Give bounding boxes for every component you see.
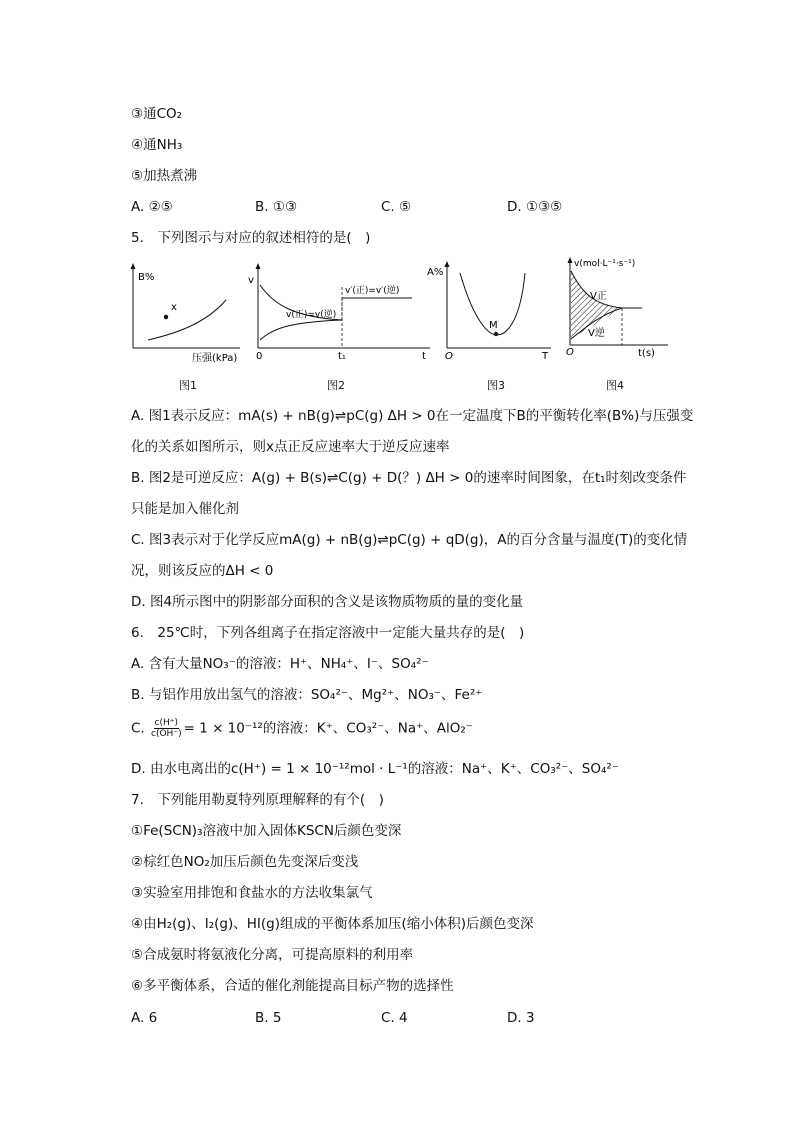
fig3-caption: 图3: [487, 379, 505, 392]
q5-option-c-line1: C. 图3表示对于化学反应mA(g) + nB(g)⇌pC(g) + qD(g)，A的百分含量与温度(T)的变化情: [131, 532, 688, 548]
q7-item-3: ③实验室用排饱和食盐水的方法收集氯气: [131, 885, 373, 901]
q7-option-c: C. 4: [381, 1010, 408, 1026]
q7-item-1: ①Fe(SCN)₃溶液中加入固体KSCN后颜色变深: [131, 823, 402, 839]
fig1-caption: 图1: [179, 379, 197, 392]
item-4-nh3: ④通NH₃: [131, 137, 183, 153]
fig4-ylabel: v(mol·L⁻¹·s⁻¹): [574, 259, 636, 269]
fig2-reverse-curve: [260, 320, 342, 340]
item-5-boil: ⑤加热煮沸: [131, 168, 198, 184]
fig2-origin: 0: [256, 351, 263, 362]
q4-option-a: A. ②⑤: [131, 199, 173, 215]
fig3-ylabel: A%: [427, 267, 444, 278]
item-3-co2: ③通CO₂: [131, 106, 183, 122]
fig2-t1: t₁: [338, 351, 346, 362]
q5-option-b-line2: 只能是加入催化剂: [131, 501, 239, 517]
fig4-xlabel: t(s): [638, 348, 655, 359]
q7-stem: 7. 下列能用勒夏特列原理解释的有个( ): [131, 792, 384, 808]
fig2-eq1: v(正)=v(逆): [286, 310, 337, 320]
q6-option-c: [131, 718, 473, 739]
fig1-ylabel: B%: [138, 272, 155, 283]
fig2-eq2: v′(正)=v′(逆): [345, 286, 400, 296]
q6-option-c-prefix: C.: [131, 720, 150, 737]
q4-option-c: C. ⑤: [381, 199, 412, 215]
q7-option-a: A. 6: [131, 1010, 158, 1026]
q7-item-5: ⑤合成氨时将氨液化分离，可提高原料的利用率: [131, 947, 414, 963]
figure-1: [128, 255, 246, 367]
q5-option-a-line1: A. 图1表示反应：mA(s) + nB(g)⇌pC(g) ΔH > 0在一定温度下B的平衡转化率(B%)与压强变: [131, 408, 694, 424]
q6-option-c-denominator: c(OH⁻): [151, 729, 182, 739]
fig1-curve: [148, 300, 226, 340]
q6-option-c-numerator: c(H⁺): [154, 718, 179, 728]
fig2-t: t: [422, 351, 426, 362]
fig2-ylabel: v: [248, 275, 254, 286]
fig3-xlabel: T: [542, 351, 549, 362]
q4-option-d: D. ①③⑤: [507, 199, 563, 215]
fig4-caption: 图4: [606, 379, 624, 392]
q6-option-c-rest: = 1 × 10⁻¹²的溶液：K⁺、CO₃²⁻、Na⁺、AlO₂⁻: [183, 720, 473, 737]
figure-3: [425, 255, 555, 367]
q5-option-c-line2: 况，则该反应的ΔH < 0: [131, 563, 274, 579]
q5-option-a-line2: 化的关系如图所示，则x点正反应速率大于逆反应速率: [131, 439, 450, 455]
q6-option-a: A. 含有大量NO₃⁻的溶液：H⁺、NH₄⁺、I⁻、SO₄²⁻: [131, 656, 429, 672]
fig3-point-m: [494, 332, 498, 336]
q6-option-d: D. 由水电离出的c(H⁺) = 1 × 10⁻¹²mol · L⁻¹的溶液：Na⁺、K⁺、CO₃²⁻、SO₄²⁻: [131, 761, 619, 777]
q6-option-c-fraction: [151, 718, 182, 739]
q4-option-b: B. ①③: [255, 199, 298, 215]
fig4-vrev: V逆: [588, 328, 605, 339]
q7-option-b: B. 5: [255, 1010, 282, 1026]
q5-stem: 5. 下列图示与对应的叙述相符的是( ): [131, 230, 371, 246]
q7-option-d: D. 3: [507, 1010, 535, 1026]
fig3-point-label: M: [489, 320, 498, 331]
figure-2: [244, 255, 434, 367]
fig1-point-x: [164, 315, 168, 319]
q7-item-4: ④由H₂(g)、I₂(g)、HI(g)组成的平衡体系加压(缩小体积)后颜色变深: [131, 916, 534, 932]
q6-stem: 6. 25℃时，下列各组离子在指定溶液中一定能大量共存的是( ): [131, 625, 525, 641]
fig4-vfwd: V正: [590, 291, 607, 302]
fig1-xlabel: 压强(kPa): [192, 353, 238, 364]
q7-item-2: ②棕红色NO₂加压后颜色先变深后变浅: [131, 854, 359, 870]
fig4-origin: O: [566, 347, 574, 358]
fig3-origin: O: [445, 351, 453, 362]
fig1-point-label: x: [171, 302, 177, 313]
figure-4: [562, 255, 674, 367]
q6-option-b: B. 与铝作用放出氢气的溶液：SO₄²⁻、Mg²⁺、NO₃⁻、Fe²⁺: [131, 687, 483, 703]
fig2-caption: 图2: [327, 379, 345, 392]
q5-option-d: D. 图4所示图中的阴影部分面积的含义是该物质物质的量的变化量: [131, 594, 524, 610]
q7-item-6: ⑥多平衡体系，合适的催化剂能提高目标产物的选择性: [131, 978, 454, 994]
q5-option-b-line1: B. 图2是可逆反应：A(g) + B(s)⇌C(g) + D(？) ΔH > 0的速率时间图象，在t₁时刻改变条件: [131, 470, 687, 486]
